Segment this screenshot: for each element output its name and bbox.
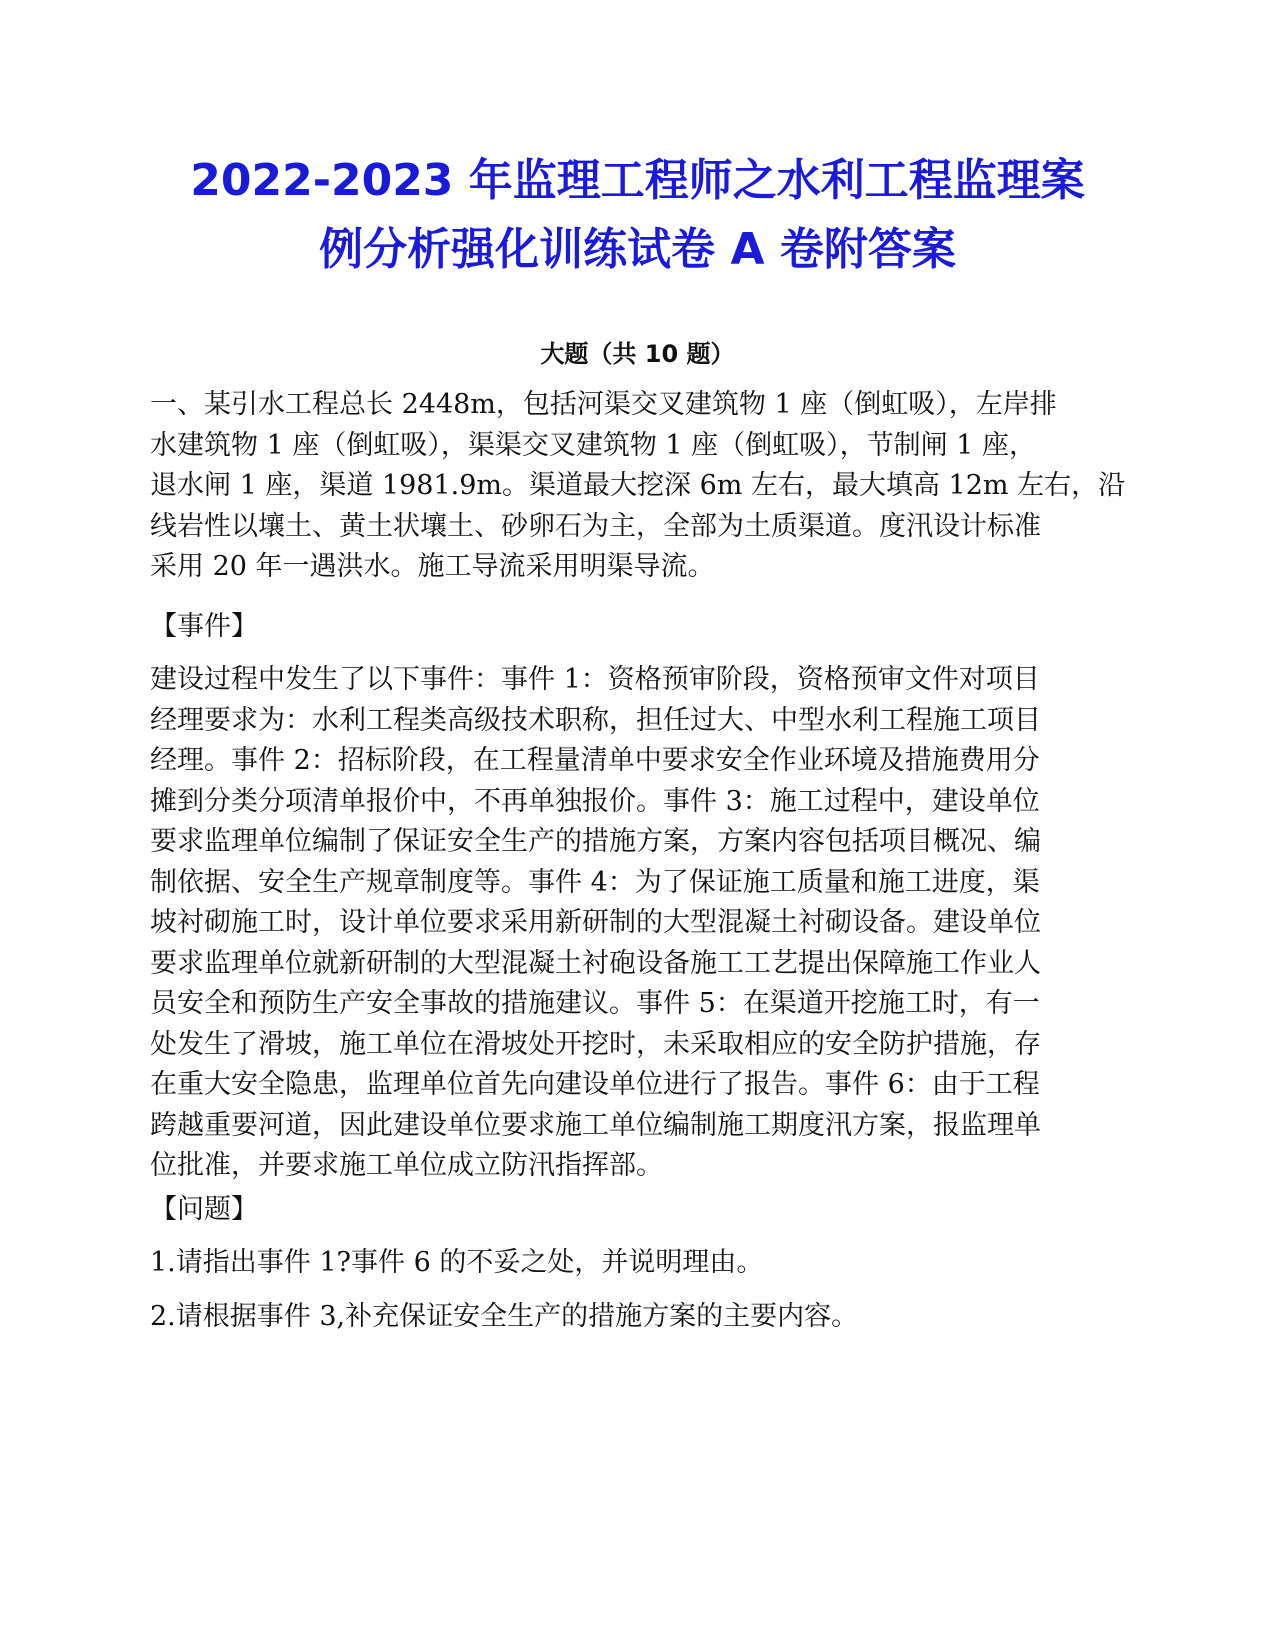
events-line: 要求监理单位编制了保证安全生产的措施方案，方案内容包括项目概况、编 (150, 826, 1041, 857)
events-line: 建设过程中发生了以下事件：事件 1：资格预审阶段，资格预审文件对项目 (150, 664, 1040, 695)
document-title (120, 146, 1155, 284)
intro-line: 水建筑物 1 座（倒虹吸），渠渠交叉建筑物 1 座（倒虹吸），节制闸 1 座， (150, 429, 1037, 461)
question-intro-paragraph (150, 385, 1125, 588)
events-heading: 【事件】 (150, 611, 258, 642)
events-line: 位批准，并要求施工单位成立防汛指挥部。 (150, 1150, 663, 1181)
events-line: 在重大安全隐患，监理单位首先向建设单位进行了报告。事件 6：由于工程 (150, 1069, 1040, 1100)
questions-heading: 【问题】 (150, 1194, 258, 1225)
document-title-line-1: 2022-2023 年监理工程师之水利工程监理案 (190, 155, 1085, 206)
events-line: 经理。事件 2：招标阶段，在工程量清单中要求安全作业环境及措施费用分 (150, 745, 1040, 776)
question-item-2: 2.请根据事件 3,补充保证安全生产的措施方案的主要内容。 (150, 1301, 859, 1332)
events-line: 跨越重要河道，因此建设单位要求施工单位编制施工期度汛方案，报监理单 (150, 1109, 1041, 1141)
document-title-line-2: 例分析强化训练试卷 A 卷附答案 (319, 224, 956, 275)
events-line: 员安全和预防生产安全事故的措施建议。事件 5：在渠道开挖施工时，有一 (150, 988, 1040, 1019)
section-heading: 大题（共 10 题） (540, 340, 735, 368)
intro-line: 退水闸 1 座，渠道 1981.9m。渠道最大挖深 6m 左右，最大填高 12m 左右，沿 (150, 470, 1126, 501)
events-line: 经理要求为：水利工程类高级技术职称，担任过大、中型水利工程施工项目 (150, 704, 1041, 736)
question-item-1: 1.请指出事件 1?事件 6 的不妥之处，并说明理由。 (150, 1247, 764, 1278)
events-line: 要求监理单位就新研制的大型混凝土衬砲设备施工工艺提出保障施工作业人 (150, 947, 1041, 979)
events-paragraph (150, 660, 1125, 1187)
events-line: 摊到分类分项清单报价中，不再单独报价。事件 3：施工过程中，建设单位 (150, 785, 1040, 817)
intro-line: 线岩性以壤土、黄土状壤土、砂卵石为主，全部为土质渠道。度汛设计标准 (150, 510, 1041, 542)
events-line: 处发生了滑坡，施工单位在滑坡处开挖时，未采取相应的安全防护措施，存 (150, 1028, 1041, 1060)
intro-line: 一、某引水工程总长 2448m，包括河渠交叉建筑物 1 座（倒虹吸），左岸排 (150, 389, 1057, 420)
events-line: 制依据、安全生产规章制度等。事件 4：为了保证施工质量和施工进度，渠 (150, 866, 1040, 898)
intro-line: 采用 20 年一遇洪水。施工导流采用明渠导流。 (150, 551, 715, 582)
events-line: 坡衬砌施工时，设计单位要求采用新研制的大型混凝土衬砌设备。建设单位 (150, 907, 1041, 938)
